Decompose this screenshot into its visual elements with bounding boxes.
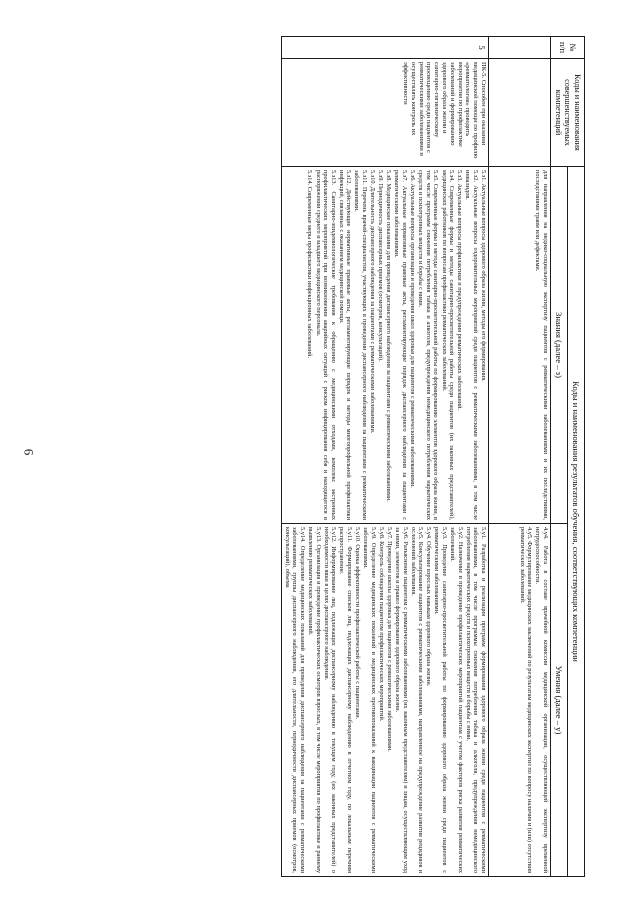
competency-cell [281, 59, 488, 167]
carry-over-row [489, 37, 551, 877]
skill-item: 5.у8. Контроль соблюдения пациентом профилактических мероприятий. [377, 527, 385, 722]
skill-item: 5.у6. Разъяснение пациентам с ревматическими заболеваниями (их законным представителям) и лицам, осуществляющим уход за ними, элементов и правил формирования здорового образа жизни. [393, 527, 409, 874]
header-knowledge: Знания (далее – з) [551, 167, 568, 524]
skill-item: 5.у13. Организация и проведение профилактических осмотров взрослых, в том числе мероприятия по профилактике и раннему выявлению ревматических заболеваний. [306, 527, 322, 874]
knowledge-cell [281, 167, 488, 524]
skill-item: 5.у5. Консультирование пациентов с ревматическими заболеваниями, направленное на предупреждение развития рецидивов и осложнений заболевания. [409, 527, 425, 874]
knowledge-item: для направления на медико-социальную экспертизу пациентов с ревматическими заболеваниями и их последствиями, последствиями травм или дефектами. [534, 170, 549, 520]
skill-item: 4.у4. Работа в составе врачебной комиссии медицинской организации, осуществляющей экспертизу временной нетрудоспособности. [534, 527, 549, 874]
row-number: 5 [281, 37, 488, 59]
rotated-landscape-page [45, 36, 585, 876]
knowledge-item: 5.з6. Актуальные вопросы организации и проведения школ здоровья для пациентов с ревматическими заболеваниями. [409, 170, 417, 488]
skill-item: 5.у4. Обучение взрослых навыкам здорового образа жизни. [425, 527, 433, 687]
skill-item: 5.у7. Проведение школы здоровья для пациентов с ревматическими заболеваниями. [385, 527, 393, 752]
skill-item: 5.у1. Разработка и реализация программ формирования здорового образа жизни среди пациентов с ревматическими заболеваниями, в том числе программы снижения потребления табака и алкоголя, предупреждения немедицинского потребления наркотических средств и психотропных веществ и борьбы с ними. [464, 527, 487, 874]
knowledge-item: 5.з13. Санитарно-эпидемиологические требования к обращению с медицинскими отходами, комплекс экстренных профилактических мероприятий при возникновении аварийных ситуаций с риском инфицирования себя и находящегося в распоряжении среднего и младшего медицинского персонала. [314, 170, 337, 520]
skill-item: 5.у9. Определение медицинских показаний и медицинских противопоказаний к вакцинации пациентов с ревматическими заболеваниями. [362, 527, 377, 874]
skills-cell [281, 524, 488, 877]
header-number: № п/п [551, 37, 585, 59]
knowledge-item: 5.з10. Длительность диспансерного наблюдения за пациентами с ревматическими заболеваниями. [369, 170, 377, 434]
skill-item: 5.у14. Определение медицинских показаний для проведения диспансерного наблюдения за пациентами с ревматическими заболеваниями, группы диспансерного наблюдения, его длительности, периодичности диспансерных приемов (осмотров, консультаций), объема [283, 527, 306, 874]
knowledge-item: 5.з3. Актуальные вопросы профилактики и предупреждения ревматических заболеваний. [456, 170, 464, 411]
header-skills: Умения (далее – у) [551, 524, 568, 877]
skill-item: 5.у2. Назначение и проведение профилактических мероприятий пациентам с учетом факторов риска развития ревматических заболеваний. [449, 527, 464, 874]
header-competency: Коды и наименования совершенствуемых компетенций [551, 59, 585, 167]
carry-competency-cell [489, 59, 551, 167]
skill-item: 4.у5. Формулирование медицинских заключений по результатам медицинских экспертиз по вопросу наличия и (или) отсутствия ревматических заболеваний. [518, 527, 534, 874]
knowledge-item: 5.з2. Актуальные вопросы оздоровительных мероприятий среди пациентов с ревматическими заболеваниями, в том числе инвалидов. [464, 170, 479, 520]
knowledge-item: 5.з8. Медицинские показания для проведения диспансерного наблюдения за пациентами с ревматическими заболеваниями. [385, 170, 393, 502]
carry-number-cell [489, 37, 551, 59]
knowledge-item: 5.з5. Современные формы и методы санитарно-просветительной работы по формированию элементов здорового образа жизни, в том числе программ снижения потребления табака и алкоголя, предупреждения немедицинского потребления наркотических средств и психотропных веществ и борьбы с ними. [417, 170, 440, 520]
knowledge-item: 5.з14. Современные меры профилактики инфекционных заболеваний. [306, 170, 314, 359]
page-number: 6 [21, 448, 36, 456]
competency-table [281, 36, 585, 877]
knowledge-item: 5.з12. Действующие нормативные правовые акты, регламентирующие порядок и методы многопрофильной профилактики инфекций, связанных с оказанием медицинской помощи. [337, 170, 353, 520]
competency-row-5 [281, 37, 488, 877]
skill-item: 5.у10. Оценка эффективности профилактической работы с пациентами. [354, 527, 361, 720]
carry-skills-cell [489, 524, 551, 877]
knowledge-item: 5.з1. Актуальные вопросы здорового образа жизни, методы его формирования. [480, 170, 487, 382]
header-results-group: Коды и наименования результатов обучения, соответствующих компетенции [568, 167, 585, 877]
competency-text: ПК-5. Способен при оказании медицинской помощи по профилю «ревматология» проводить мероприятия по профилактике заболеваний и формированию здорового образа жизни и санитарно-гигиеническому просвещению среди пациентов с ревматическими заболеваниями и осуществлять контроль их эффективности [402, 62, 487, 159]
header-row-1 [568, 37, 585, 877]
carry-knowledge-cell [489, 167, 551, 524]
knowledge-item: 5.з7. Актуальные нормативные правовые акты, регламентирующие порядок диспансерного наблюдения за пациентами с ревматическими заболеваниями. [393, 170, 409, 520]
knowledge-item: 5.з4. Современные формы и методы санитарно-просветительной работы среди пациентов (их законных представителей), медицинских работников по вопросам профилактики ревматических заболеваний. [440, 170, 456, 520]
knowledge-item: 5.з9. Периодичность диспансерных приемов (осмотров, консультаций). [377, 170, 385, 362]
skill-item: 5.у12. Информирование лиц, подлежащих диспансерному наблюдению в текущем году, (их законных представителей) о необходимости явки в целях диспансерного наблюдения. [322, 527, 338, 874]
skill-item: 5.у3. Проведение санитарно-просветительной работы по формированию здорового образа жизни среди пациентов с ревматическими заболеваниями. [433, 527, 449, 874]
knowledge-item: 5.з11. Перечень врачей-специалистов, участвующих в проведении диспансерного наблюдения за пациентами с ревматическими заболеваниями. [353, 170, 369, 520]
skill-item: 5.у11. Формирование списков лиц, подлежащих диспансерному наблюдению в отчетном году, по локальным перечням распространение. [338, 527, 353, 874]
